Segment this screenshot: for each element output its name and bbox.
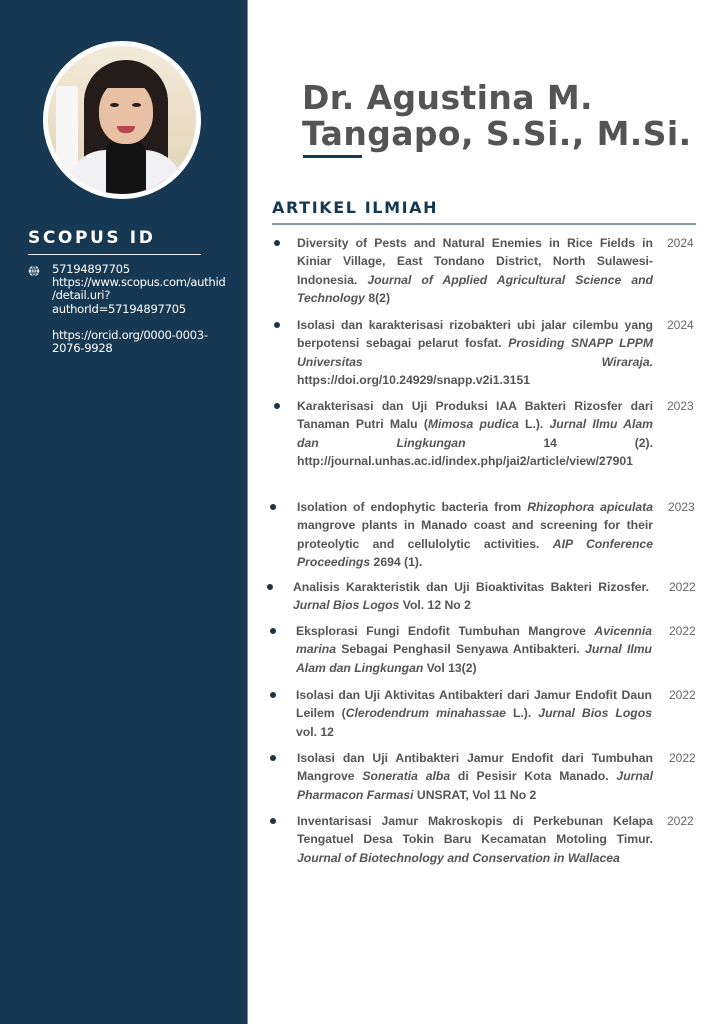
citation-italic-segment: Avicennia marina	[296, 624, 652, 657]
avatar	[43, 41, 201, 199]
citation-italic-segment: AIP Conference Proceedings	[297, 536, 653, 569]
bullet-icon	[274, 403, 280, 409]
bullet-icon	[270, 818, 276, 824]
scopus-url-line[interactable]: authorId=57194897705	[52, 301, 186, 316]
profile-photo	[48, 46, 196, 194]
citation-segment: Eksplorasi Fungi Endofit Tumbuhan Mangrove	[296, 624, 595, 638]
citation-segment: https://doi.org/10.24929/snapp.v2i1.3151	[297, 372, 531, 387]
citation-segment: di Pesisir Kota Manado.	[450, 769, 617, 784]
citation-segment: L.).	[505, 706, 539, 721]
page-title	[302, 80, 702, 152]
article-citation	[297, 498, 653, 571]
citation-segment: Isolation of endophytic bacteria from	[297, 500, 528, 514]
article-year: 2022	[667, 814, 694, 828]
citation-italic-segment: Mimosa pudica	[427, 417, 519, 432]
citation-segment: 2694 (1).	[370, 554, 423, 569]
article-citation	[296, 686, 652, 741]
citation-italic-segment: Jurnal Ilmu Alam dan Lingkungan	[296, 642, 653, 675]
citation-segment: L.).	[518, 417, 550, 432]
orcid-url-line[interactable]: https://orcid.org/0000-0003-	[52, 327, 208, 342]
citation-segment: Vol 13(2)	[423, 660, 477, 675]
citation-italic-segment: Jurnal Bios Logos	[538, 706, 652, 721]
sidebar	[0, 0, 247, 1024]
citation-segment: 8(2)	[364, 290, 390, 305]
citation-segment: Analisis Karakteristik dan Uji Bioaktivitas Bakteri Rizosfer.	[293, 580, 649, 594]
bullet-icon	[267, 584, 273, 590]
article-citation	[297, 316, 653, 389]
citation-segment: vol. 12	[296, 724, 334, 739]
name-line-2: Tangapo, S.Si., M.Si.	[302, 114, 692, 153]
article-citation	[297, 812, 653, 867]
citation-italic-segment: Journal of Biotechnology and Conservation in Wallacea	[297, 850, 620, 865]
citation-italic-segment: Jurnal Bios Logos	[293, 598, 400, 613]
bullet-icon	[270, 628, 276, 634]
citation-segment: Vol. 12 No 2	[399, 598, 471, 613]
citation-segment: Isolasi dan Uji Aktivitas Antibakteri dari Jamur Endofit Daun Leilem (	[296, 688, 652, 721]
article-year: 2022	[669, 624, 696, 638]
citation-italic-segment: Rhizophora apiculata	[527, 500, 653, 514]
citation-italic-segment: Journal of Applied Agricultural Science and Technology	[297, 272, 653, 305]
scopus-url-line[interactable]: https://www.scopus.com/authid	[52, 275, 226, 290]
globe-icon	[28, 265, 40, 277]
bullet-icon	[270, 755, 276, 761]
citation-italic-segment: Jurnal Pharmacon Farmasi	[297, 769, 653, 802]
bullet-icon	[270, 692, 276, 698]
name-line-1: Dr. Agustina M.	[302, 78, 593, 117]
article-citation	[297, 749, 653, 804]
section-heading: ARTIKEL ILMIAH	[272, 198, 439, 217]
citation-segment: UNSRAT, Vol 11 No 2	[413, 787, 537, 802]
article-year: 2023	[667, 399, 694, 413]
title-accent-bar	[303, 155, 362, 158]
citation-segment: Isolasi dan Uji Antibakteri Jamur Endofit dari Tumbuhan Mangrove	[297, 751, 653, 784]
article-year: 2023	[668, 500, 695, 514]
citation-italic-segment: Jurnal Ilmu Alam dan Lingkungan	[297, 417, 653, 450]
bullet-icon	[270, 504, 276, 510]
citation-italic-segment: Clerodendrum minahassae	[345, 706, 506, 721]
citation-segment: Diversity of Pests and Natural Enemies in Rice Fields in Kiniar Village, East Tondano District, North Sulawesi-Indonesia.	[297, 236, 653, 287]
article-year: 2024	[667, 236, 694, 250]
citation-segment: Karakterisasi dan Uji Produksi IAA Bakteri Rizosfer dari Tanaman Putri Malu (	[297, 399, 653, 432]
scopus-id-value: 57194897705	[52, 262, 130, 276]
bullet-icon	[274, 322, 280, 328]
article-year: 2022	[669, 688, 696, 702]
article-citation	[293, 578, 649, 615]
citation-segment: Inventarisasi Jamur Makroskopis di Perkebunan Kelapa Tengatuel Desa Tokin Baru Kecamatan Motoling Timur.	[297, 814, 653, 847]
citation-segment: Sebagai Penghasil Senyawa Antibakteri.	[335, 642, 586, 657]
article-citation	[297, 234, 653, 307]
citation-segment: 14 (2). http://journal.unhas.ac.id/index.php/jai2/article/view/27901	[297, 435, 653, 468]
article-year: 2022	[669, 580, 696, 594]
article-citation	[297, 397, 653, 470]
article-year: 2022	[669, 751, 696, 765]
citation-segment: mangrove plants in Manado coast and screening for their proteolytic and cellulolytic activities.	[297, 518, 653, 551]
scopus-details	[52, 263, 237, 355]
orcid-url-line[interactable]: 2076-9928	[52, 341, 113, 356]
citation-italic-segment: Prosiding SNAPP LPPM Universitas Wiraraja.	[297, 336, 653, 369]
scopus-divider	[28, 254, 201, 255]
citation-segment: Isolasi dan karakterisasi rizobakteri ubi jalar cilembu yang berpotensi sebagai pelarut fosfat.	[297, 318, 653, 351]
scopus-id-heading: SCOPUS ID	[28, 228, 156, 248]
article-citation	[296, 622, 652, 677]
section-divider	[272, 223, 696, 225]
article-year: 2024	[667, 318, 694, 332]
scopus-url-line[interactable]: /detail.uri?	[52, 288, 111, 303]
bullet-icon	[274, 240, 280, 246]
sidebar-edge	[247, 0, 248, 1024]
citation-italic-segment: Soneratia alba	[362, 769, 451, 784]
